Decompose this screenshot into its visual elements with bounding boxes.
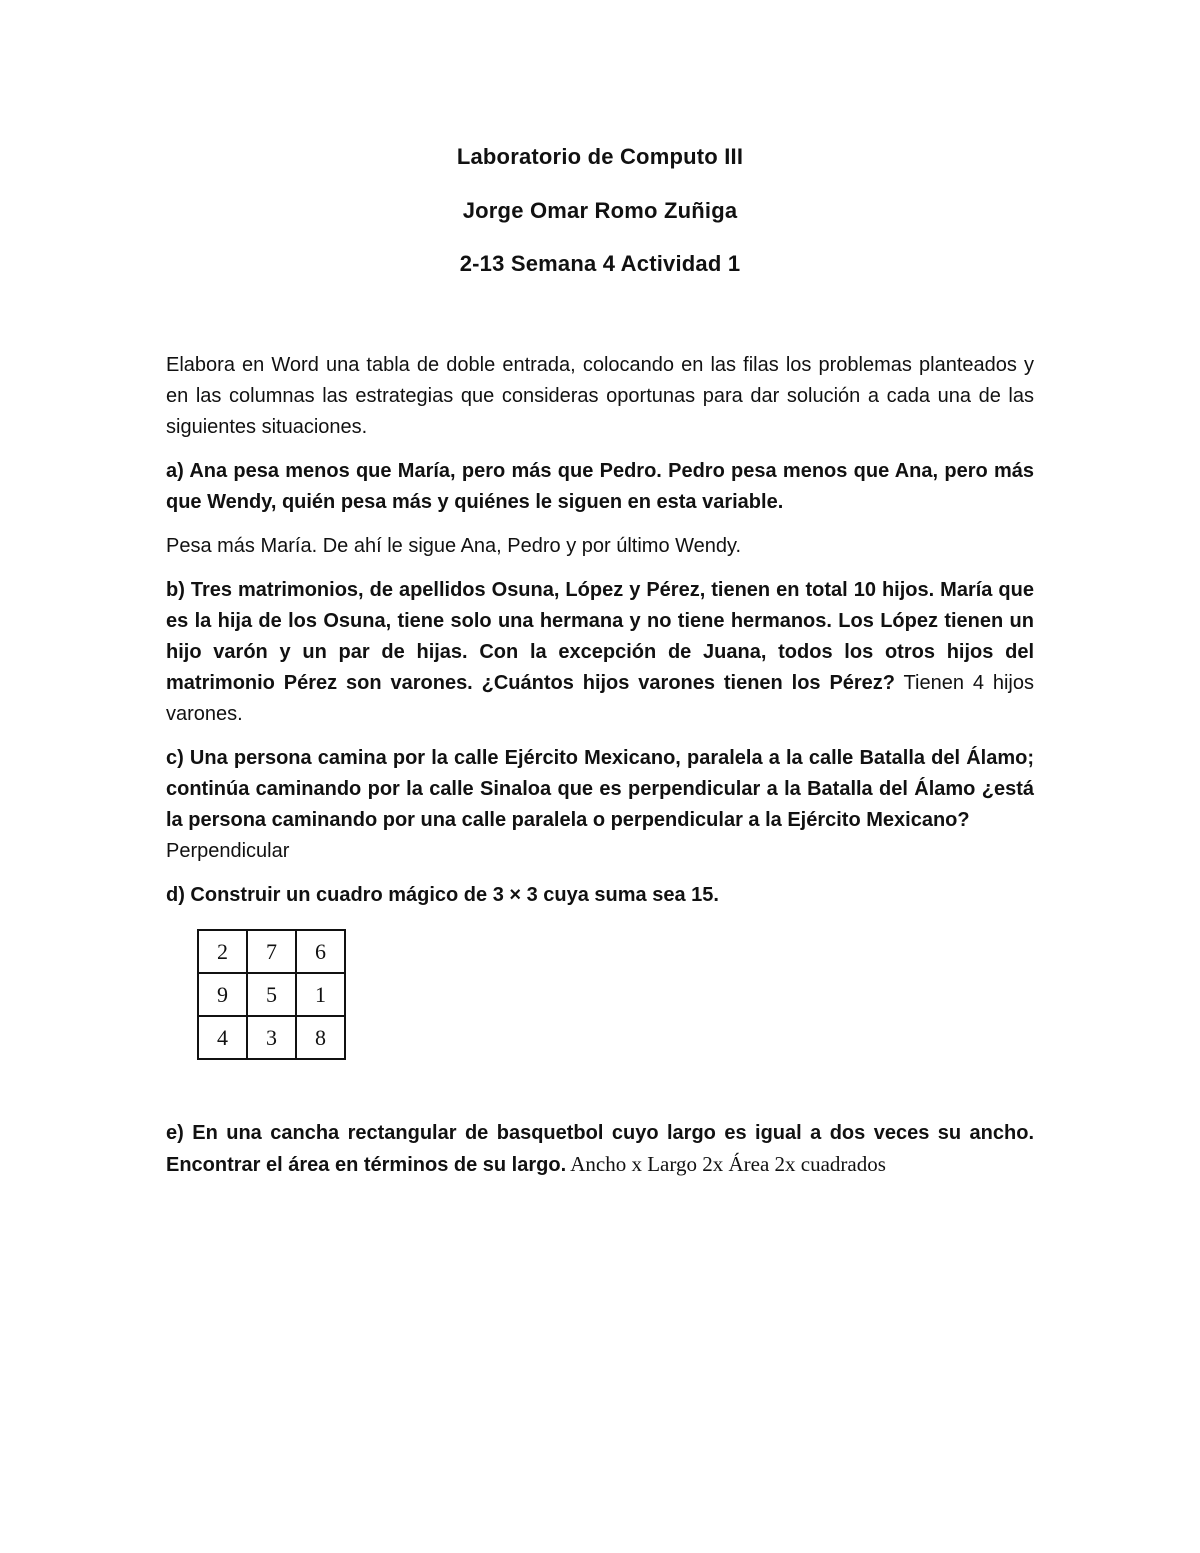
document-body [166,350,1034,1194]
problem-a-question: a) Ana pesa menos que María, pero más que Pedro. Pedro pesa menos que Ana, pero más que Wendy, quién pesa más y quiénes le siguen en esta variable. [166,460,1034,513]
author-name: Jorge Omar Romo Zuñiga [462,198,738,223]
table-row [198,973,345,1016]
table-row [198,930,345,973]
magic-square-cell: 2 [198,930,247,973]
magic-square-cell: 4 [198,1016,247,1059]
table-row [198,1016,345,1059]
problem-e-answer: Ancho x Largo 2x Área 2x cuadrados [566,1152,886,1176]
problem-c-question: c) Una persona camina por la calle Ejército Mexicano, paralela a la calle Batalla del Álamo; continúa caminando por la calle Sinaloa que es perpendicular a la Batalla del Álamo ¿está la persona caminando por una calle paralela o perpendicular a la Ejército Mexicano? [166,747,1034,831]
activity-title: 2-13 Semana 4 Actividad 1 [459,251,741,276]
magic-square-cell: 6 [296,930,345,973]
magic-square-cell: 3 [247,1016,296,1059]
intro-paragraph: Elabora en Word una tabla de doble entrada, colocando en las filas los problemas planteados y en las columnas las estrategias que consideras oportunas para dar solución a cada una de las siguientes situaciones. [166,354,1034,438]
problem-b-paragraph [166,575,1034,730]
problem-e-paragraph [166,1118,1034,1181]
magic-square-cell: 5 [247,973,296,1016]
magic-square-cell: 8 [296,1016,345,1059]
problem-a-answer: Pesa más María. De ahí le sigue Ana, Pedro y por último Wendy. [166,535,742,557]
magic-square-table [197,929,346,1060]
magic-square-cell: 7 [247,930,296,973]
problem-b-question: b) Tres matrimonios, de apellidos Osuna, López y Pérez, tienen en total 10 hijos. María que es la hija de los Osuna, tiene solo una hermana y no tiene hermanos. Los López tienen un hijo varón y un par de hijas. Con la excepción de Juana, todos los otros hijos del matrimonio Pérez son varones. ¿Cuántos hijos varones tienen los Pérez? [166,579,1034,694]
magic-square-cell: 1 [296,973,345,1016]
problem-d-question: d) Construir un cuadro mágico de 3 × 3 cuya suma sea 15. [166,884,719,906]
course-title: Laboratorio de Computo III [456,144,744,169]
magic-square-cell: 9 [198,973,247,1016]
problem-c-answer: Perpendicular [166,840,290,862]
problem-b-answer: Tienen 4 hijos varones. [166,672,1034,725]
problem-e-question: e) En una cancha rectangular de basquetbol cuyo largo es igual a dos veces su ancho. Encontrar el área en términos de su largo. [166,1122,1034,1176]
